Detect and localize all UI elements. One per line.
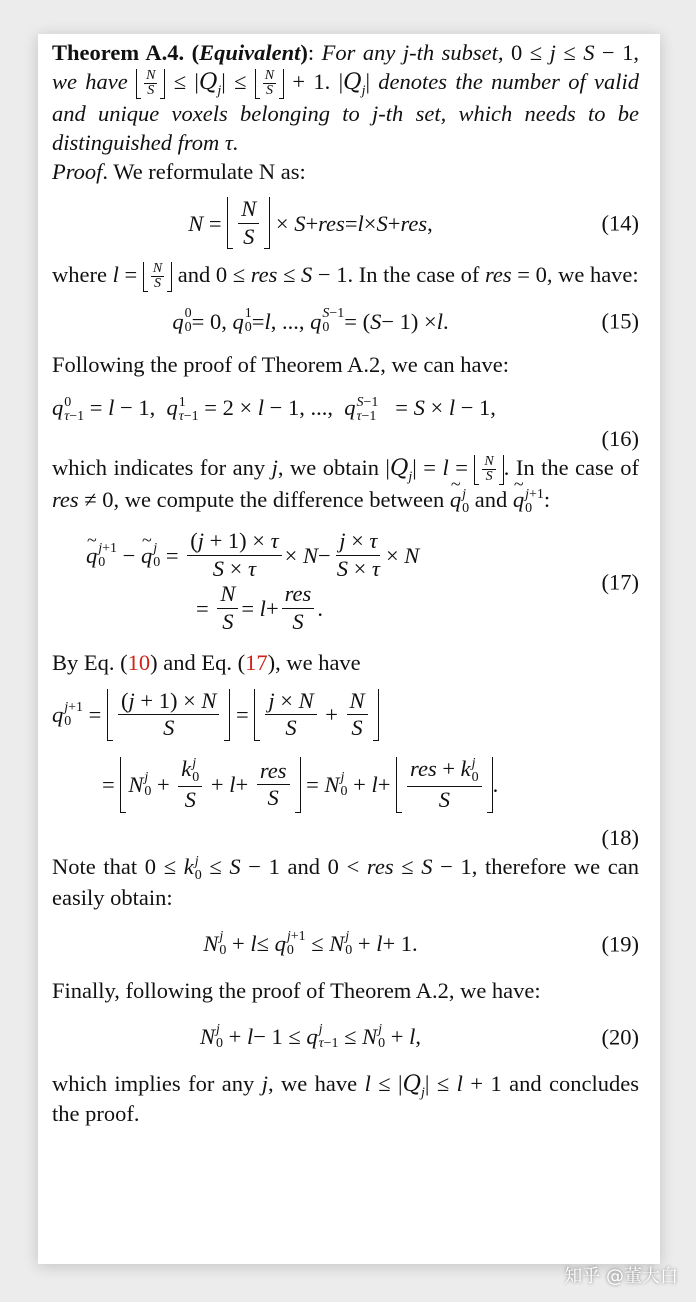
theorem-name: Equivalent bbox=[199, 40, 301, 65]
equation-14: N = $\frac{N}{S}$ × S + res = l × S + res , (14) bbox=[188, 195, 639, 249]
paragraph-implies: which implies for any j, we have $l \le |Q_j| \le l + 1$ and concludes the proof. bbox=[52, 1070, 640, 1126]
proof-label: Proof bbox=[52, 159, 103, 185]
equation-number: (16) bbox=[601, 425, 639, 451]
paragraph-where: where l = N S and 0 ≤ res ≤ S − 1. In the case of res = 0, we have: bbox=[52, 260, 639, 292]
equation-number: (14) bbox=[601, 210, 639, 236]
equation-number: (17) bbox=[601, 569, 639, 595]
theorem-label: Theorem A.4. bbox=[52, 40, 185, 65]
paragraph-by-eq: By Eq. (10) and Eq. (17), we have bbox=[52, 649, 361, 675]
equation-15: q 0 0 = 0, q 1 0 = l , ..., q S−1 0 = ( S − 1) × l . (15) bbox=[172, 306, 639, 336]
paragraph-following: Following the proof of Theorem A.2, we can have: bbox=[52, 352, 509, 378]
theorem-statement: Theorem A.4. (Equivalent): For any j-th subset, 0 ≤ j ≤ S − 1, we have N S ≤ $|Q_j|$ ≤ N S + 1. $|Q_j|$ denotes the number of valid and unique voxels belonging to j-th set, which needs to be distinguished from τ. bbox=[52, 40, 640, 156]
equation-number: (18) bbox=[601, 824, 639, 850]
paragraph-finally: Finally, following the proof of Theorem A.2, we have: bbox=[52, 977, 541, 1003]
proof-intro: Proof. We reformulate N as: bbox=[52, 159, 306, 185]
equation-16: q 0 τ−1 = l − 1, q 1 τ−1 = 2 × l − 1, ..., q S−1 τ−1 = S × l − 1, (16) bbox=[52, 394, 639, 451]
eq-ref-17[interactable]: 17 bbox=[245, 649, 268, 675]
theorem-proof-text bbox=[52, 38, 639, 1128]
equation-18: q j+1 0 = $\frac{(j + 1) \times N}{S}$ = $\frac{j \times N}{S}$ + $\frac{N}{S}$ = N j 0 + k j 0 S + l + $\frac{\text{res}}{S}$ = N j 0 + l + res + k j 0 S . (18) bbox=[52, 687, 639, 850]
equation-number: (19) bbox=[601, 931, 639, 957]
paragraph-note: Note that 0 ≤ k j 0 ≤ S − 1 and 0 < res ≤ S − 1, therefore we can easily obtain: bbox=[52, 853, 639, 910]
equation-20: N j 0 + l − 1 ≤ q j τ−1 ≤ N j 0 + l , (20) bbox=[199, 1021, 639, 1051]
eq-ref-10[interactable]: 10 bbox=[127, 649, 151, 675]
paper-page bbox=[38, 34, 660, 1264]
watermark: 知乎 @董大白 bbox=[564, 1266, 678, 1287]
paragraph-indicates: which indicates for any j, we obtain $|Q_j| = l$ = N S . In the case of res ≠ 0, we compute the difference between ~ q j 0 and ~ q j+1 0 : bbox=[52, 453, 639, 516]
equation-number: (15) bbox=[601, 308, 639, 334]
equation-number: (20) bbox=[601, 1024, 639, 1050]
equation-19: N j 0 + l ≤ q j+1 0 ≤ N j 0 + l + 1. (19) bbox=[203, 928, 639, 958]
equation-17: ~ q j+1 0 − ~ q j 0 = $\frac{(j + 1) \times \tau}{S \times \tau}$ × N − $\frac{j \times \tau}{S \times \tau}$ × N = $\frac{N}{S}$ = l + $\frac{\text{res}}{S}$ . (17) bbox=[52, 516, 639, 648]
